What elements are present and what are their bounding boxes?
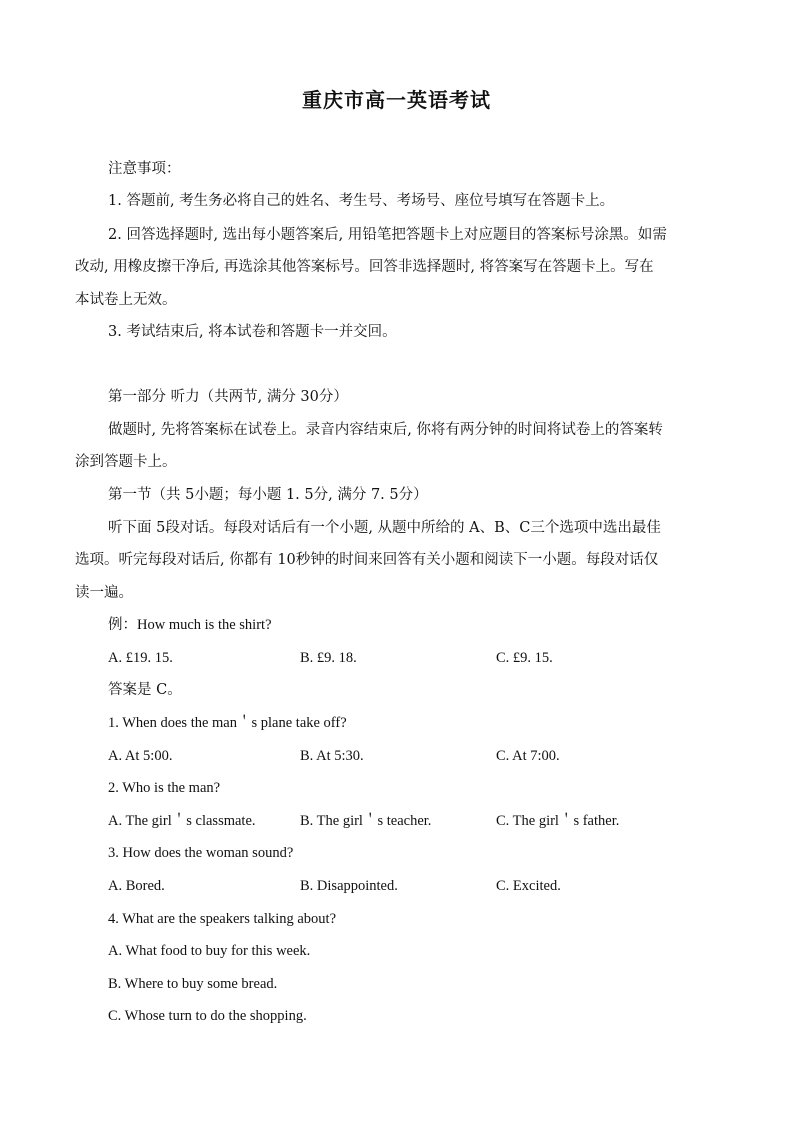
question-2-option-b: B. The girl＇s teacher. <box>300 813 432 829</box>
section1-heading: 第一节（共 5小题；每小题 1. 5分, 满分 7. 5分） <box>108 487 428 503</box>
question-3-option-c: C. Excited. <box>496 878 561 894</box>
question-4-option-a: A. What food to buy for this week. <box>108 943 311 959</box>
notice-heading: 注意事项： <box>108 161 181 177</box>
question-1-option-c: C. At 7:00. <box>496 748 560 764</box>
page-title: 重庆市高一英语考试 <box>302 88 491 112</box>
section1-instructions-3: 读一遍。 <box>75 585 133 601</box>
part1-instructions-1: 做题时, 先将答案标在试卷上。录音内容结束后, 你将有两分钟的时间将试卷上的答案转 <box>108 422 663 438</box>
section1-instructions-1: 听下面 5段对话。每段对话后有一个小题, 从题中所给的 A、B、C三个选项中选出最佳 <box>108 520 661 536</box>
section1-instructions-2: 选项。听完每段对话后, 你都有 10秒钟的时间来回答有关小题和阅读下一小题。每段对话仅 <box>75 552 659 568</box>
notice-item-2-cont: 改动, 用橡皮擦干净后, 再选涂其他答案标号。回答非选择题时, 将答案写在答题卡上。写在 <box>75 259 654 275</box>
question-2-option-a: A. The girl＇s classmate. <box>108 813 256 829</box>
question-1-option-a: A. At 5:00. <box>108 748 173 764</box>
notice-item-2: 2. 回答选择题时, 选出每小题答案后, 用铅笔把答题卡上对应题目的答案标号涂黑。如需 <box>108 227 667 243</box>
part1-instructions-2: 涂到答题卡上。 <box>75 454 177 470</box>
notice-item-3: 3. 考试结束后, 将本试卷和答题卡一并交回。 <box>108 324 397 340</box>
question-1-text: 1. When does the man＇s plane take off? <box>108 715 347 731</box>
example-option-a: A. £19. 15. <box>108 650 173 666</box>
question-4-option-c: C. Whose turn to do the shopping. <box>108 1008 307 1024</box>
part1-heading: 第一部分 听力（共两节, 满分 30分） <box>108 389 348 405</box>
question-3-option-a: A. Bored. <box>108 878 165 894</box>
notice-item-1: 1. 答题前, 考生务必将自己的姓名、考生号、考场号、座位号填写在答题卡上。 <box>108 193 615 209</box>
example-answer: 答案是 C。 <box>108 682 182 698</box>
question-3-option-b: B. Disappointed. <box>300 878 398 894</box>
question-4-option-b: B. Where to buy some bread. <box>108 976 278 992</box>
notice-item-2-end: 本试卷上无效。 <box>75 292 177 308</box>
question-3-text: 3. How does the woman sound? <box>108 845 294 861</box>
question-1-option-b: B. At 5:30. <box>300 748 364 764</box>
question-2-option-c: C. The girl＇s father. <box>496 813 620 829</box>
question-4-text: 4. What are the speakers talking about? <box>108 911 337 927</box>
example-question: 例：How much is the shirt? <box>108 617 272 633</box>
example-option-b: B. £9. 18. <box>300 650 357 666</box>
question-2-text: 2. Who is the man? <box>108 780 221 796</box>
example-option-c: C. £9. 15. <box>496 650 553 666</box>
